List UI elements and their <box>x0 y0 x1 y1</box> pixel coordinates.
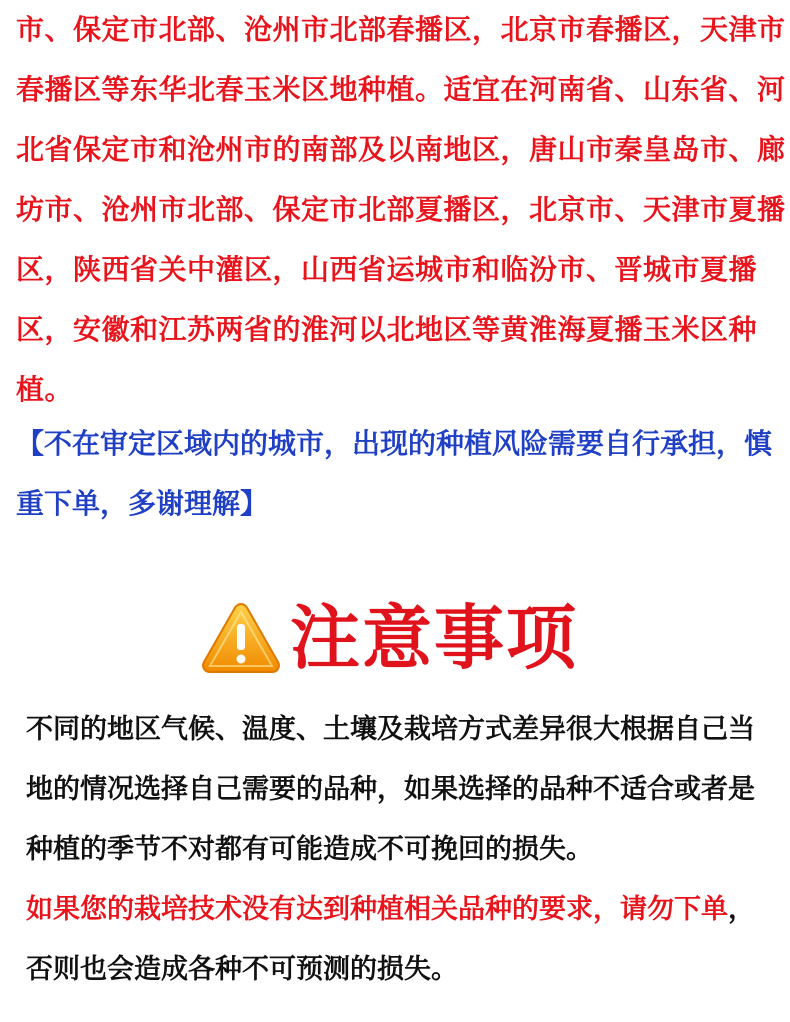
planting-region-text: 市、保定市北部、沧州市北部春播区，北京市春播区，天津市春播区等东华北春玉米区地种植。适宜在河南省、山东省、河北省保定市和沧州市的南部及以南地区，唐山市秦皇岛市、廊坊市、沧州市北部、保定市北部夏播区，北京市、天津市夏播区，陕西省关中灌区，山西省运城市和临汾市、晋城市夏播区，安徽和江苏两省的淮河以北地区等黄淮海夏播玉米区种植。 <box>16 13 786 406</box>
notes-paragraph <box>26 700 776 1000</box>
notice-heading <box>200 596 620 680</box>
notice-heading-title: 注意事项 <box>290 596 578 679</box>
region-risk-notice: 【不在审定区域内的城市，出现的种植风险需要自行承担，慎重下单，多谢理解】 <box>16 427 773 520</box>
warning-triangle-icon <box>200 600 282 676</box>
notes-black-text: 不同的地区气候、温度、土壤及栽培方式差异很大根据自己当地的情况选择自己需要的品种，如果选择的品种不适合或者是种植的季节不对都有可能造成不可挽回的损失。 <box>26 714 755 865</box>
notes-tail-text: ，否则也会造成各种不可预测的损失。 <box>26 894 755 985</box>
notes-red-text: 如果您的栽培技术没有达到种植相关品种的要求，请勿下单 <box>26 894 728 925</box>
